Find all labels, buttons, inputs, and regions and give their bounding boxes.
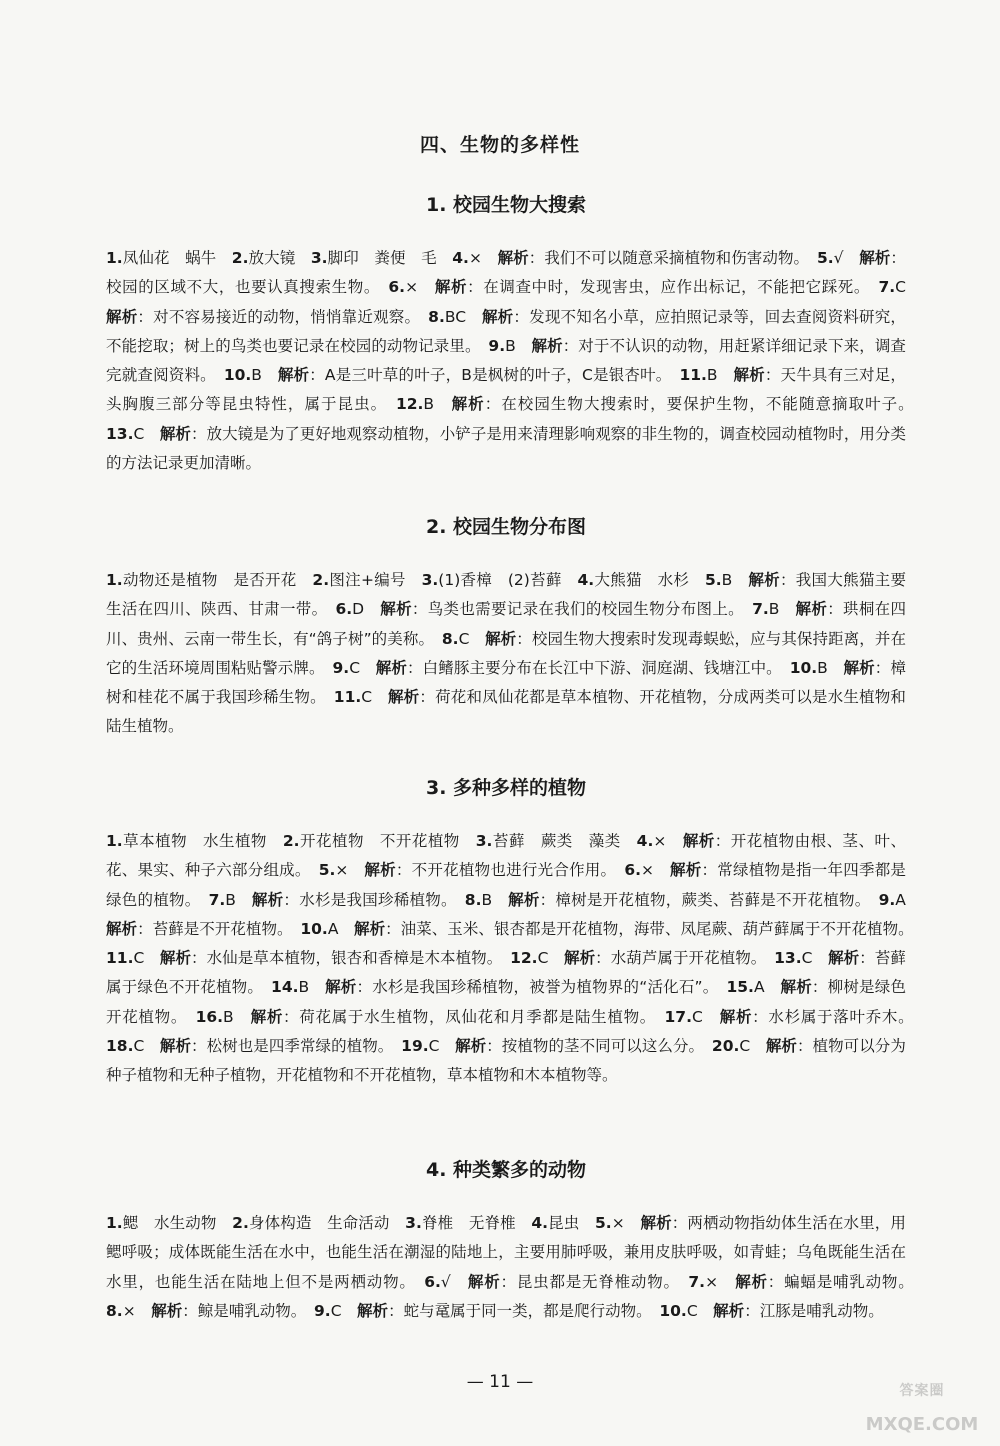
answer-number: 12. (510, 949, 538, 968)
analysis-label: 解析 (485, 629, 517, 648)
answer-item: 6.× 解析：常绿植物是指一年四季都是绿色的植物。 (106, 861, 906, 909)
answer-number: 2. (232, 1214, 249, 1232)
answer-text: C (133, 424, 145, 443)
analysis-text: 水杉是我国珍稀植物。 (299, 890, 450, 909)
analysis-label: 解析 (451, 395, 485, 414)
analysis-label: 解析 (380, 600, 412, 619)
answer-number: 2. (312, 571, 330, 589)
analysis-label: 解析 (375, 658, 407, 677)
answer-number: 7. (208, 890, 226, 909)
answer-number: 1. (106, 249, 123, 267)
answer-number: 2. (282, 832, 300, 850)
answer-item (476, 832, 621, 850)
answer-number: 7. (752, 600, 769, 619)
analysis-text: 水杉是我国珍稀植物，被誉为植物界的“活化石”。 (372, 978, 711, 997)
answer-item (311, 249, 437, 267)
answer-text: B (481, 890, 493, 909)
answer-number: 10. (223, 366, 252, 385)
answer-number: 8. (106, 1301, 123, 1320)
answer-list (106, 1209, 906, 1326)
answer-number: 12. (395, 395, 424, 414)
analysis-text: 荷花和凤仙花都是草本植物、开花植物，分成两类可以是水生植物和陆生植物。 (106, 688, 906, 736)
analysis-text: 我国大熊猫主要生活在四川、陕西、甘肃一带。 (106, 571, 906, 619)
answer-text: × (468, 249, 482, 267)
answer-list (106, 827, 906, 1091)
answer-text: 身体构造 生命活动 (248, 1214, 390, 1232)
answer-number: 9. (878, 890, 896, 909)
answer-number: 4. (531, 1214, 549, 1232)
analysis-text: 珙桐在四川、贵州、云南一带生长，有“鸽子树”的美称。 (106, 600, 906, 648)
answer-number: 5. (704, 571, 722, 589)
answer-text: A (895, 890, 906, 909)
answer-number: 8. (464, 890, 482, 909)
answer-number: 6. (424, 1272, 441, 1291)
answer-text: 昆虫 (548, 1214, 580, 1232)
answer-item: 10.B 解析：樟树和桂花不属于我国珍稀生物。 (106, 658, 906, 707)
answer-item: 6.× 解析：在调查中时，发现害虫，应作出标记，不能把它踩死。 (388, 278, 863, 297)
answer-text: 图注+编号 (329, 571, 406, 589)
analysis-label: 解析 (765, 1037, 797, 1056)
analysis-label: 解析 (795, 600, 828, 619)
section-1 (106, 190, 906, 478)
analysis-text: 水葫芦属于开花植物。 (610, 949, 759, 968)
answer-number: 17. (664, 1007, 692, 1026)
answer-number: 1. (106, 1214, 123, 1232)
analysis-text: 昆虫都是无脊椎动物。 (516, 1272, 673, 1291)
answer-item: 7.× 解析：蝙蝠是哺乳动物。 (688, 1272, 906, 1291)
answer-text: 草本植物 水生植物 (122, 832, 267, 850)
answer-item (577, 571, 689, 589)
section-title: 4. 种类繁多的动物 (425, 1159, 587, 1181)
answer-text: C (537, 949, 549, 968)
analysis-label: 解析 (735, 1272, 768, 1291)
answer-item: 9.C 解析：白鳍豚主要分布在长江中下游、洞庭湖、钱塘江中。 (332, 658, 775, 677)
analysis-label: 解析 (455, 1037, 487, 1056)
section-2 (106, 512, 906, 742)
answer-number: 6. (388, 278, 406, 297)
analysis-text: 在校园生物大搜索时，要保护生物，不能随意摘取叶子。 (501, 395, 906, 414)
answer-item: 8.C 解析：校园生物大搜索时发现毒蜈蚣，应与其保持距离，并在它的生活环境周围粘贴警示牌。 (106, 629, 906, 677)
answer-text: B (251, 366, 262, 385)
analysis-text: 校园的区域不大，也要认真搜索生物。 (106, 278, 373, 297)
answer-text: 大熊猫 水杉 (594, 571, 690, 589)
answer-text: × (335, 861, 349, 880)
chapter-title: 四、生物的多样性 (419, 134, 580, 156)
answer-number: 3. (475, 832, 493, 850)
analysis-label: 解析 (748, 571, 780, 589)
analysis-label: 解析 (682, 832, 715, 850)
analysis-text: 植物可以分为种子植物和无种子植物，开花植物和不开花植物，草本植物和木本植物等。 (106, 1037, 906, 1085)
answer-number: 9. (314, 1301, 331, 1320)
watermark-url: MXQE.COM (865, 1414, 979, 1435)
answer-item (106, 571, 297, 589)
analysis-text: 我们不可以随意采摘植物和伤害动物。 (544, 249, 802, 267)
answer-number: 14. (271, 978, 299, 997)
answer-item: 7.B 解析：水杉是我国珍稀植物。 (208, 890, 450, 909)
analysis-label: 解析 (531, 336, 563, 355)
answer-number: 8. (441, 629, 459, 648)
answer-item (232, 249, 296, 267)
analysis-text: 发现不知名小草，应拍照记录等，回去查阅资料研究，不能挖取；树上的鸟类也要记录在校园的动物记录里。 (106, 307, 906, 355)
analysis-text: 柳树是绿色开花植物。 (106, 978, 906, 1026)
analysis-label: 解析 (843, 658, 875, 677)
analysis-text: 常绿植物是指一年四季都是绿色的植物。 (106, 861, 906, 909)
answer-item: 4.× 解析：开花植物由根、茎、叶、花、果实、种子六部分组成。 (106, 832, 906, 880)
answer-text: B (298, 978, 310, 997)
answer-item: 11.C 解析：水仙是草本植物，银杏和香樟是木本植物。 (106, 949, 495, 968)
answer-item (106, 832, 267, 850)
answer-item: 11.C 解析：荷花和凤仙花都是草本植物、开花植物，分成两类可以是水生植物和陆生植物。 (106, 688, 906, 736)
answer-text: C (895, 278, 906, 297)
analysis-text: 按植物的茎不同可以这么分。 (501, 1037, 697, 1056)
answer-item: 5.× 解析：两栖动物指幼体生活在水里，用鳃呼吸；成体既能生活在水中，也能生活在潮湿的陆地上，主要用肺呼吸，兼用皮肤呼吸，如青蛙；乌龟既能生活在水里，也能生活在陆地上但不是两栖动物。 (106, 1214, 906, 1291)
answer-item: 10.C 解析：江豚是哺乳动物。 (659, 1301, 884, 1320)
answer-number: 4. (577, 571, 595, 589)
answer-text: 苔藓 蕨类 藻类 (492, 832, 621, 850)
answer-item (106, 1214, 217, 1232)
answer-number: 3. (421, 571, 439, 589)
answer-text: 鳃 水生动物 (122, 1214, 217, 1232)
answer-item (422, 571, 562, 589)
section-4 (106, 1155, 906, 1326)
answer-item (106, 249, 216, 267)
answer-item (232, 1214, 389, 1232)
answer-item: 12.C 解析：水葫芦属于开花植物。 (510, 949, 759, 968)
answer-list (106, 566, 906, 742)
analysis-label: 解析 (780, 978, 812, 997)
answer-text: B (721, 571, 733, 589)
analysis-text: 在调查中时，发现害虫，应作出标记，不能把它踩死。 (483, 278, 863, 297)
answer-item: 9.A 解析：苔藓是不开花植物。 (106, 890, 906, 938)
answer-text: 凤仙花 蜗牛 (122, 249, 217, 267)
analysis-label: 解析 (151, 1301, 183, 1320)
answer-number: 4. (452, 249, 469, 267)
answer-item: 8.B 解析：樟树是开花植物，蕨类、苔藓是不开花植物。 (464, 890, 863, 909)
analysis-text: 两栖动物指幼体生活在水里，用鳃呼吸；成体既能生活在水中，也能生活在潮湿的陆地上，主要用肺呼吸，兼用皮肤呼吸，如青蛙；乌龟既能生活在水里，也能生活在陆地上但不是两栖动物。 (106, 1214, 906, 1291)
answer-number: 6. (335, 600, 353, 619)
answer-item: 5.× 解析：不开花植物也进行光合作用。 (318, 861, 609, 880)
answer-number: 10. (300, 919, 328, 938)
answer-item: 8.× 解析：鲸是哺乳动物。 (106, 1301, 299, 1320)
analysis-text: 不开花植物也进行光合作用。 (411, 861, 609, 880)
answer-text: C (349, 658, 361, 677)
answer-item: 14.B 解析：水杉是我国珍稀植物，被誉为植物界的“活化石”。 (271, 978, 711, 997)
answer-number: 18. (106, 1037, 134, 1056)
answer-number: 10. (789, 658, 818, 677)
answer-text: C (739, 1037, 751, 1056)
answer-item: 11.B 解析：天牛具有三对足，头胸腹三部分等昆虫特性，属于昆虫。 (106, 366, 906, 414)
analysis-label: 解析 (251, 890, 284, 909)
answer-item: 7.B 解析：珙桐在四川、贵州、云南一带生长，有“鸽子树”的美称。 (106, 600, 906, 648)
analysis-label: 解析 (277, 366, 310, 385)
answer-text: B (817, 658, 828, 677)
answer-text: B (225, 890, 236, 909)
answer-text: B (223, 1007, 234, 1026)
answer-number: 4. (636, 832, 654, 850)
analysis-text: 蛇与鼋属于同一类，都是爬行动物。 (403, 1301, 644, 1320)
section-title: 2. 校园生物分布图 (425, 516, 587, 538)
analysis-label: 解析 (325, 978, 357, 997)
analysis-text: 江豚是哺乳动物。 (759, 1301, 884, 1320)
answer-text: A (753, 978, 765, 997)
answer-item: 8.BC 解析：发现不知名小草，应拍照记录等，回去查阅资料研究，不能挖取；树上的鸟类也要记录在校园的动物记录里。 (106, 307, 906, 355)
answer-number: 20. (711, 1037, 740, 1056)
answer-text: × (611, 1214, 625, 1232)
analysis-text: 荷花属于水生植物，凤仙花和月季都是陆生植物。 (299, 1007, 649, 1026)
analysis-label: 解析 (357, 1301, 389, 1320)
watermark-text: 答案圈 (899, 1383, 945, 1399)
analysis-text: 樟树是开花植物，蕨类、苔藓是不开花植物。 (555, 890, 863, 909)
answer-text: C (691, 1007, 703, 1026)
analysis-text: 油菜、玉米、银杏都是开花植物，海带、凤尾蕨、葫芦藓属于不开花植物。 (400, 919, 906, 938)
analysis-label: 解析 (733, 366, 765, 385)
answer-item: 9.B 解析：对于不认识的动物，用赶紧详细记录下来，调查完就查阅资料。 (106, 336, 906, 385)
answer-item (531, 1214, 579, 1232)
answer-number: 11. (333, 688, 362, 707)
page-number: — 11 — (466, 1372, 534, 1392)
answer-number: 2. (231, 249, 249, 267)
answer-text: D (352, 600, 365, 619)
answer-item: 19.C 解析：按植物的茎不同可以这么分。 (401, 1037, 697, 1056)
answer-number: 13. (774, 949, 802, 968)
answer-item: 20.C 解析：植物可以分为种子植物和无种子植物，开花植物和不开花植物，草本植物和木本植物等。 (106, 1037, 906, 1085)
analysis-text: 松树也是四季常绿的植物。 (206, 1037, 386, 1056)
answer-number: 6. (624, 861, 641, 880)
answer-item (312, 571, 405, 589)
answer-number: 10. (659, 1301, 687, 1320)
analysis-label: 解析 (713, 1301, 745, 1320)
answer-item: 10.B 解析：A是三叶草的叶子，B是枫树的叶子，C是银杏叶。 (223, 366, 664, 385)
answer-text: A (327, 919, 339, 938)
analysis-label: 解析 (640, 1214, 672, 1232)
analysis-label: 解析 (859, 249, 891, 267)
answer-text: 脚印 粪便 毛 (327, 249, 437, 267)
answer-item: 13.C 解析：放大镜是为了更好地观察动植物，小铲子是用来清理影响观察的非生物的，调查校园动植物时，用分类的方法记录更加清晰。 (106, 424, 906, 473)
analysis-text: 对于不认识的动物，用赶紧详细记录下来，调查完就查阅资料。 (106, 336, 906, 385)
answer-number: 3. (310, 249, 328, 267)
answer-text: 脊椎 无脊椎 (421, 1214, 516, 1232)
answer-item: 12.B 解析：在校园生物大搜索时，要保护生物，不能随意摘取叶子。 (395, 395, 906, 414)
analysis-text: 对不容易接近的动物，悄悄靠近观察。 (153, 307, 413, 326)
answer-text: × (641, 861, 654, 880)
answer-text: BC (444, 307, 467, 326)
answer-number: 16. (195, 1007, 224, 1026)
analysis-label: 解析 (828, 949, 860, 968)
analysis-label: 解析 (387, 688, 420, 707)
answer-item: 15.A 解析：柳树是绿色开花植物。 (106, 978, 906, 1026)
section-title: 3. 多种多样的植物 (425, 777, 587, 799)
answer-number: 3. (405, 1214, 422, 1232)
answer-text: √ (833, 249, 844, 267)
answer-text: B (706, 366, 718, 385)
analysis-label: 解析 (434, 278, 468, 297)
analysis-label: 解析 (250, 1007, 284, 1026)
answer-text: C (133, 949, 145, 968)
answer-number: 11. (679, 366, 707, 385)
answer-item: 13.C 解析：苔藓属于绿色不开花植物。 (106, 949, 906, 997)
answer-text: 放大镜 (248, 249, 296, 267)
answer-text: √ (440, 1272, 451, 1291)
answer-text: × (405, 278, 419, 297)
analysis-label: 解析 (508, 890, 540, 909)
analysis-text: 苔藓是不开花植物。 (152, 919, 285, 938)
analysis-label: 解析 (719, 1007, 753, 1026)
answer-number: 1. (106, 571, 123, 589)
answer-item: 10.A 解析：油菜、玉米、银杏都是开花植物，海带、凤尾蕨、葫芦藓属于不开花植物。 (300, 919, 906, 938)
analysis-text: 鲸是哺乳动物。 (197, 1301, 299, 1320)
answer-item: 18.C 解析：松树也是四季常绿的植物。 (106, 1037, 386, 1056)
analysis-text: 樟树和桂花不属于我国珍稀生物。 (106, 658, 906, 707)
answer-number: 1. (106, 832, 123, 850)
analysis-label: 解析 (159, 949, 192, 968)
analysis-label: 解析 (354, 919, 386, 938)
answer-item: 17.C 解析：水杉属于落叶乔木。 (664, 1007, 906, 1026)
answer-number: 19. (401, 1037, 429, 1056)
answer-number: 9. (488, 336, 506, 355)
watermark-logo (848, 1380, 996, 1440)
analysis-text: 蝙蝠是哺乳动物。 (784, 1272, 906, 1291)
answer-item: 6.D 解析：鸟类也需要记录在我们的校园生物分布图上。 (335, 600, 737, 619)
answer-text: C (428, 1037, 440, 1056)
answer-text: B (768, 600, 780, 619)
answer-number: 8. (428, 307, 445, 326)
analysis-text: 水仙是草本植物，银杏和香樟是木本植物。 (206, 949, 495, 968)
analysis-label: 解析 (670, 861, 702, 880)
answer-number: 13. (106, 424, 134, 443)
analysis-label: 解析 (497, 249, 529, 267)
analysis-label: 解析 (106, 919, 138, 938)
analysis-label: 解析 (364, 861, 396, 880)
answer-text: × (122, 1301, 136, 1320)
answer-item (405, 1214, 516, 1232)
analysis-label: 解析 (467, 1272, 501, 1291)
answer-item: 5.√ 解析：校园的区域不大，也要认真搜索生物。 (106, 249, 906, 297)
analysis-text: 水杉属于落叶乔木。 (768, 1007, 906, 1026)
answer-number: 7. (878, 278, 896, 297)
answer-number: 5. (595, 1214, 612, 1232)
analysis-text: 鸟类也需要记录在我们的校园生物分布图上。 (427, 600, 737, 619)
answer-number: 9. (332, 658, 350, 677)
analysis-text: 天牛具有三对足，头胸腹三部分等昆虫特性，属于昆虫。 (106, 366, 906, 414)
analysis-label: 解析 (159, 424, 191, 443)
answer-number: 15. (726, 978, 754, 997)
answer-text: 动物还是植物 是否开花 (122, 571, 297, 589)
analysis-text: 苔藓属于绿色不开花植物。 (106, 949, 906, 997)
answer-item: 9.C 解析：蛇与鼋属于同一类，都是爬行动物。 (314, 1301, 644, 1320)
analysis-text: 白鳍豚主要分布在长江中下游、洞庭湖、钱塘江中。 (422, 658, 775, 677)
analysis-text: 校园生物大搜索时发现毒蜈蚣，应与其保持距离，并在它的生活环境周围粘贴警示牌。 (106, 629, 906, 677)
answer-item: 16.B 解析：荷花属于水生植物，凤仙花和月季都是陆生植物。 (195, 1007, 649, 1026)
answer-text: (1)香樟 (2)苔藓 (438, 571, 562, 589)
answer-text: C (330, 1301, 342, 1320)
analysis-label: 解析 (159, 1037, 192, 1056)
analysis-label: 解析 (106, 307, 138, 326)
analysis-label: 解析 (564, 949, 596, 968)
analysis-label: 解析 (481, 307, 514, 326)
answer-item (283, 832, 460, 850)
answer-text: C (801, 949, 813, 968)
answer-text: C (133, 1037, 145, 1056)
answer-text: B (505, 336, 516, 355)
answer-list (106, 244, 906, 478)
analysis-text: 开花植物由根、茎、叶、花、果实、种子六部分组成。 (106, 832, 906, 880)
section-3 (106, 773, 906, 1091)
section-title: 1. 校园生物大搜索 (425, 194, 587, 216)
answer-number: 5. (318, 861, 336, 880)
answer-item: 4.× 解析：我们不可以随意采摘植物和伤害动物。 (452, 249, 802, 267)
answer-item: 7.C 解析：对不容易接近的动物，悄悄靠近观察。 (106, 278, 906, 326)
analysis-text: A是三叶草的叶子，B是枫树的叶子，C是银杏叶。 (324, 366, 664, 385)
answer-text: × (653, 832, 667, 850)
answer-text: C (361, 688, 373, 707)
answer-text: C (686, 1301, 698, 1320)
analysis-text: 放大镜是为了更好地观察动植物，小铲子是用来清理影响观察的非生物的，调查校园动植物时，用分类的方法记录更加清晰。 (106, 424, 906, 473)
answer-text: 开花植物 不开花植物 (299, 832, 460, 850)
answer-number: 5. (816, 249, 834, 267)
answer-text: × (705, 1272, 719, 1291)
answer-text: B (423, 395, 435, 414)
answer-item: 6.√ 解析：昆虫都是无脊椎动物。 (424, 1272, 673, 1291)
answer-number: 7. (688, 1272, 706, 1291)
answer-item: 5.B 解析：我国大熊猫主要生活在四川、陕西、甘肃一带。 (106, 571, 906, 619)
answer-text: C (458, 629, 470, 648)
answer-number: 11. (106, 949, 134, 968)
